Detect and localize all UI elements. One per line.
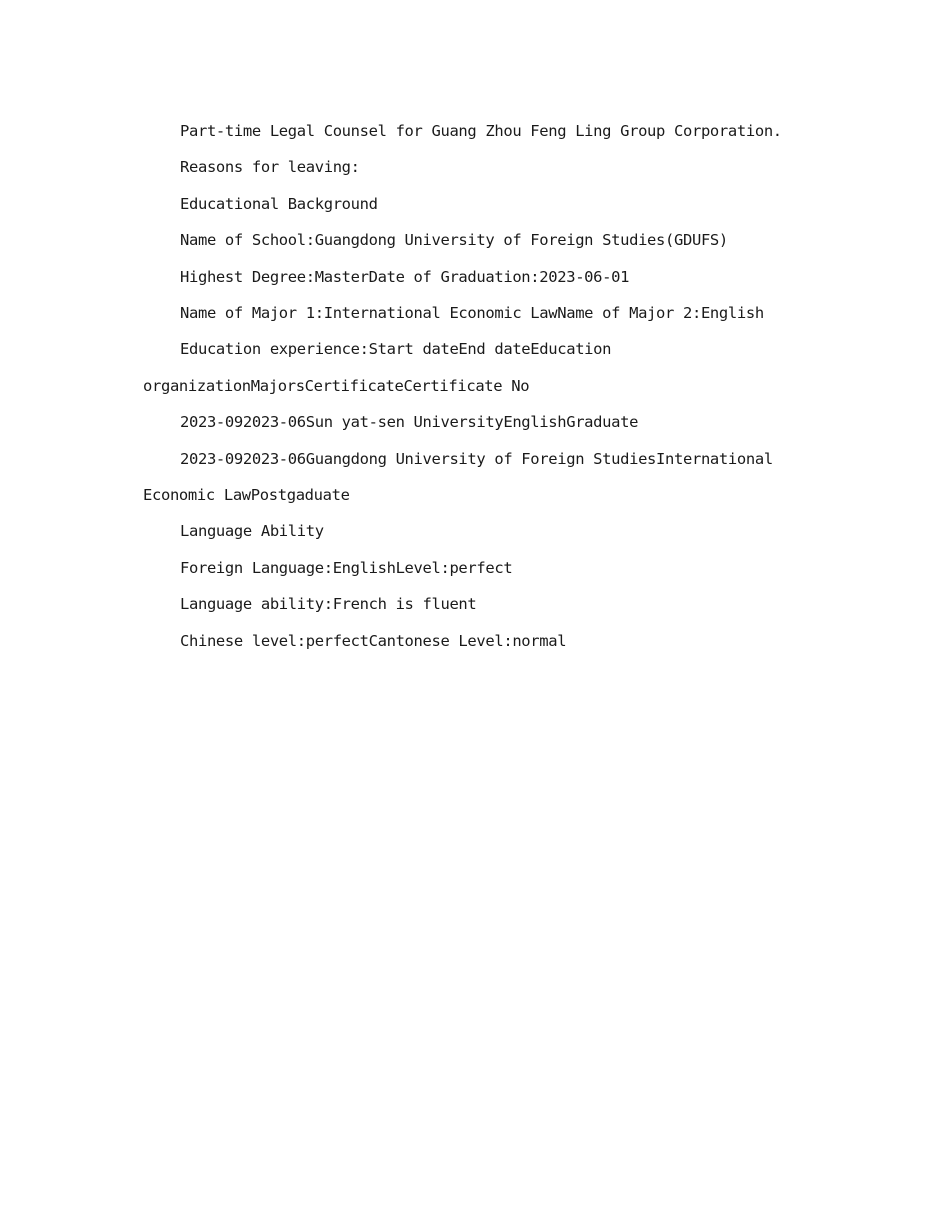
paragraph-majors: Name of Major 1:International Economic LawName of Major 2:English [180, 304, 764, 323]
paragraph-education-row-1: 2023-092023-06Sun yat-sen UniversityEnglishGraduate [180, 413, 639, 432]
paragraph-school-name: Name of School:Guangdong University of Foreign Studies(GDUFS) [180, 231, 728, 250]
paragraph-language-ability: Language ability:French is fluent [180, 595, 477, 614]
paragraph-degree-graduation: Highest Degree:MasterDate of Graduation:2023-06-01 [180, 267, 630, 286]
section-heading-language: Language Ability [180, 522, 324, 541]
document-body [143, 113, 815, 659]
paragraph-education-header: Education experience:Start dateEnd dateEducation organizationMajorsCertificateCertificate No [143, 340, 612, 395]
paragraph-education-row-2: 2023-092023-06Guangdong University of Foreign StudiesInternational Economic LawPostgaduate [143, 449, 773, 505]
paragraph-foreign-language: Foreign Language:EnglishLevel:perfect [180, 558, 513, 577]
paragraph-job-title: Part-time Legal Counsel for Guang Zhou Feng Ling Group Corporation. [180, 122, 782, 140]
paragraph-chinese-cantonese-level: Chinese level:perfectCantonese Level:normal [180, 631, 567, 650]
section-heading-education: Educational Background [180, 194, 378, 213]
paragraph-reasons-for-leaving: Reasons for leaving: [180, 158, 360, 177]
